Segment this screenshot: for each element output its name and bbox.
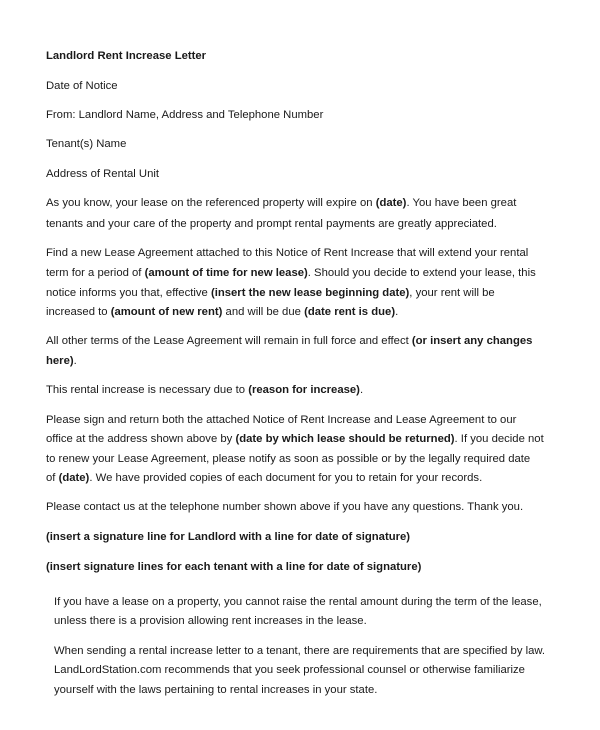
paragraph-2-line-1: Find a new Lease Agreement attached to this Notice of Rent Increase that will extend your rental [46,247,529,259]
paragraph-6: Please contact us at the telephone number shown above if you have any questions. Thank you. [46,501,524,513]
paragraph-3-line-1: All other terms of the Lease Agreement will remain in full force and effect (or insert any changes [46,335,533,347]
note-2-line-2: LandLordStation.com recommends that you seek professional counsel or otherwise familiarize [54,664,525,676]
note-2-line-3: yourself with the laws pertaining to rental increases in your state. [54,684,378,696]
paragraph-1-line-2: tenants and your care of the property and prompt rental payments are greatly appreciated. [46,218,497,230]
paragraph-2-line-3: notice informs you that, effective (insert the new lease beginning date), your rent will be [46,287,495,299]
paragraph-5-line-1: Please sign and return both the attached Notice of Rent Increase and Lease Agreement to our [46,414,517,426]
paragraph-5-line-2: office at the address shown above by (date by which lease should be returned). If you decide not [46,433,544,445]
letter-title: Landlord Rent Increase Letter [46,50,207,62]
paragraph-2-line-2: term for a period of (amount of time for new lease). Should you decide to extend your lease, this [46,267,536,279]
from-line: From: Landlord Name, Address and Telephone Number [46,109,324,121]
paragraph-3-line-2: here). [46,355,77,367]
rental-address: Address of Rental Unit [46,168,160,180]
paragraph-5-line-3: to renew your Lease Agreement, please notify as soon as possible or by the legally required date [46,453,531,465]
note-2-line-1: When sending a rental increase letter to a tenant, there are requirements that are specified by law. [54,645,546,657]
paragraph-1-line-1: As you know, your lease on the referenced property will expire on (date). You have been great [46,197,517,209]
date-of-notice: Date of Notice [46,80,118,92]
paragraph-5-line-4: of (date). We have provided copies of each document for you to retain for your records. [46,472,483,484]
paragraph-2-line-4: increased to (amount of new rent) and will be due (date rent is due). [46,306,399,318]
note-1-line-1: If you have a lease on a property, you cannot raise the rental amount during the term of the lease, [54,596,542,608]
landlord-signature-line: (insert a signature line for Landlord with a line for date of signature) [46,531,411,543]
paragraph-4: This rental increase is necessary due to (reason for increase). [46,384,364,396]
tenant-signature-lines: (insert signature lines for each tenant with a line for date of signature) [46,561,422,573]
note-1-line-2: unless there is a provision allowing rent increases in the lease. [54,615,367,627]
tenant-name: Tenant(s) Name [46,138,127,150]
